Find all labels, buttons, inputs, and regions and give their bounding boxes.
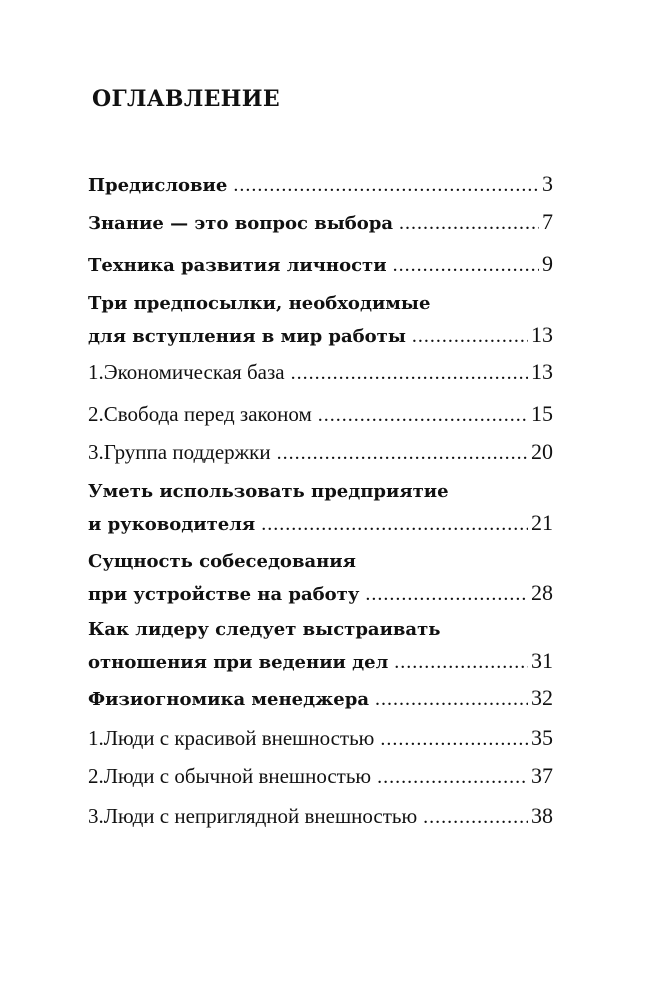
toc-entry-title: 3.Группа поддержки — [88, 440, 271, 464]
toc-page-number: 21 — [531, 510, 553, 535]
toc-page-number: 38 — [531, 803, 553, 828]
toc-entry[interactable] — [88, 206, 553, 239]
toc-entry-title: Техника развития личности — [88, 255, 387, 276]
toc-page-number: 31 — [531, 648, 553, 673]
toc-entry[interactable] — [88, 168, 553, 201]
dot-leader — [318, 400, 528, 431]
dot-leader — [377, 762, 528, 793]
toc-page-number: 15 — [531, 401, 553, 426]
dot-leader — [393, 250, 539, 281]
toc-entry[interactable] — [88, 614, 553, 678]
dot-leader — [394, 647, 528, 678]
toc-page-number: 13 — [531, 359, 553, 384]
toc-page-number: 9 — [542, 251, 553, 276]
toc-entry[interactable] — [88, 476, 553, 540]
toc-entry-title: 1.Экономическая база — [88, 360, 285, 384]
toc-heading: ОГЛАВЛЕНИЕ — [92, 86, 280, 112]
toc-page-number: 35 — [531, 725, 553, 750]
toc-entry[interactable] — [88, 722, 553, 755]
toc-page-number: 20 — [531, 439, 553, 464]
dot-leader — [423, 802, 528, 833]
toc-entry-title: 2.Люди с обычной внешностью — [88, 764, 372, 788]
dot-leader — [233, 170, 539, 201]
dot-leader — [277, 438, 528, 469]
toc-entry-title: 1.Люди с красивой внешностью — [88, 726, 375, 750]
toc-entry[interactable] — [88, 248, 553, 281]
toc-entry[interactable] — [88, 682, 553, 715]
dot-leader — [365, 579, 528, 610]
dot-leader — [261, 509, 528, 540]
toc-entry[interactable] — [88, 760, 553, 793]
toc-page-number: 28 — [531, 580, 553, 605]
toc-entry[interactable] — [88, 288, 553, 352]
toc-entry[interactable] — [88, 800, 553, 833]
toc-entry-title: и руководителя — [88, 514, 256, 535]
toc-page-number: 37 — [531, 763, 553, 788]
toc-entry-title-line1: Сущность собеседования — [88, 551, 356, 572]
toc-entry-title: Знание — это вопрос выбора — [88, 213, 394, 234]
toc-entry-title-line1: Как лидеру следует выстраивать — [88, 619, 441, 640]
dot-leader — [375, 684, 528, 715]
toc-entry-title: для вступления в мир работы — [88, 326, 406, 347]
dot-leader — [399, 208, 539, 239]
toc-page-number: 7 — [542, 209, 553, 234]
toc-page-number: 3 — [542, 171, 553, 196]
toc-entry[interactable] — [88, 546, 553, 610]
dot-leader — [291, 358, 528, 389]
toc-page-number: 32 — [531, 685, 553, 710]
toc-entry[interactable] — [88, 356, 553, 389]
toc-entry-title-line1: Уметь использовать предприятие — [88, 481, 449, 502]
toc-entry[interactable] — [88, 436, 553, 469]
toc-entry-title-line1: Три предпосылки, необходимые — [88, 293, 431, 314]
toc-entry-title: Предисловие — [88, 175, 228, 196]
dot-leader — [380, 724, 528, 755]
toc-entry[interactable] — [88, 398, 553, 431]
dot-leader — [412, 321, 528, 352]
toc-entry-title: при устройстве на работу — [88, 584, 360, 605]
toc-page-number: 13 — [531, 322, 553, 347]
toc-entry-title: отношения при ведении дел — [88, 652, 389, 673]
toc-entry-title: 2.Свобода перед законом — [88, 402, 312, 426]
toc-entry-title: Физиогномика менеджера — [88, 689, 369, 710]
toc-entry-title: 3.Люди с неприглядной внешностью — [88, 804, 418, 828]
